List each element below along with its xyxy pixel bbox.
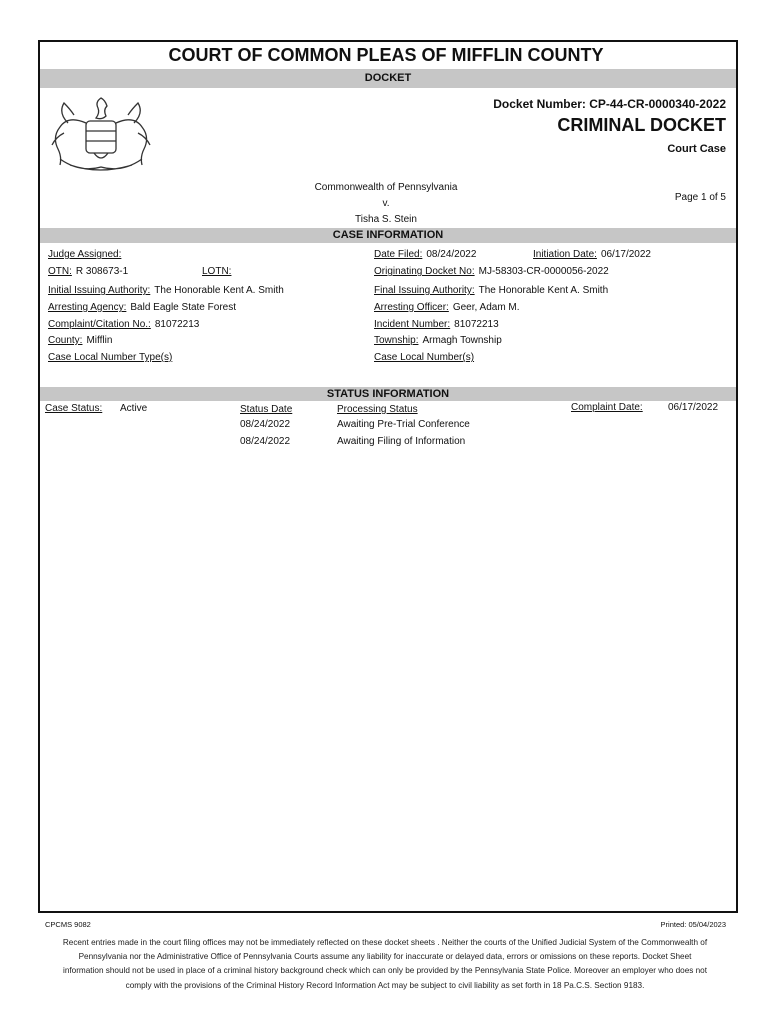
status-information-bar: STATUS INFORMATION xyxy=(40,387,736,401)
initial-authority xyxy=(48,285,284,296)
originating-docket xyxy=(374,266,609,277)
arresting-agency-label: Arresting Agency: xyxy=(48,302,127,313)
date-filed-label: Date Filed: xyxy=(374,249,423,260)
local-numbers xyxy=(374,352,474,363)
complaint-date-label: Complaint Date: xyxy=(571,402,643,413)
arresting-agency xyxy=(48,302,236,313)
county-label: County: xyxy=(48,335,83,346)
local-number-types xyxy=(48,352,172,363)
case-kind: Court Case xyxy=(667,143,726,155)
date-filed-value: 08/24/2022 xyxy=(426,249,477,260)
township xyxy=(374,335,502,346)
arresting-agency-value: Bald Eagle State Forest xyxy=(130,302,236,313)
versus: v. xyxy=(382,198,390,209)
complaint-number-label: Complaint/Citation No.: xyxy=(48,319,151,330)
incident-number-value: 81072213 xyxy=(454,319,499,330)
docket-type: CRIMINAL DOCKET xyxy=(557,115,726,135)
initiation-date xyxy=(533,249,651,260)
processing-status-header: Processing Status xyxy=(337,404,418,415)
lotn xyxy=(202,266,231,277)
status-row-date: 08/24/2022 xyxy=(240,436,291,447)
case-status-label: Case Status: xyxy=(45,403,103,414)
incident-number-label: Incident Number: xyxy=(374,319,451,330)
judge-assigned-label: Judge Assigned: xyxy=(48,249,122,260)
arresting-officer xyxy=(374,302,520,313)
originating-docket-value: MJ-58303-CR-0000056-2022 xyxy=(478,266,609,277)
complaint-number-value: 81072213 xyxy=(154,319,200,330)
otn-value: R 308673-1 xyxy=(75,266,129,277)
incident-number xyxy=(374,319,499,330)
final-authority-label: Final Issuing Authority: xyxy=(374,285,475,296)
final-authority-value: The Honorable Kent A. Smith xyxy=(478,285,609,296)
disclaimer: Recent entries made in the court filing offices may not be immediately reflected on these docket sheets . Neither the courts of the Unified Judicial System of the Commonwealth of Pennsylvania nor the Administrative Office of Pennsylvania Courts assume any liability for inaccurate or delayed data, errors or omissions on these reports. Docket Sheet information should not be used in place of a criminal history background check which can only be provided by the Pennsylvania State Police. Moreover an employer who does not comply with the provisions of the Criminal History Record Information Act may be subject to civil liability as set forth in 18 Pa.C.S. Section 9183. xyxy=(62,938,708,990)
county xyxy=(48,335,112,346)
initiation-date-value: 06/17/2022 xyxy=(600,249,651,260)
page-indicator: Page 1 of 5 xyxy=(674,192,726,203)
local-number-types-label: Case Local Number Type(s) xyxy=(48,352,173,363)
complaint-number xyxy=(48,319,199,330)
printed-date: Printed: 05/04/2023 xyxy=(660,920,726,929)
docket-number: Docket Number: CP-44-CR-0000340-2022 xyxy=(493,97,726,111)
complaint-date-value: 06/17/2022 xyxy=(668,402,719,413)
docket-bar: DOCKET xyxy=(40,69,736,88)
case-status-value: Active xyxy=(120,403,148,414)
otn-label: OTN: xyxy=(48,266,72,277)
plaintiff: Commonwealth of Pennsylvania xyxy=(314,182,458,193)
final-authority xyxy=(374,285,608,296)
form-id: CPCMS 9082 xyxy=(45,920,91,929)
arresting-officer-value: Geer, Adam M. xyxy=(452,302,520,313)
originating-docket-label: Originating Docket No: xyxy=(374,266,475,277)
date-filed xyxy=(374,249,476,260)
initial-authority-value: The Honorable Kent A. Smith xyxy=(154,285,284,296)
judge-assigned xyxy=(48,249,121,260)
initiation-date-label: Initiation Date: xyxy=(533,249,597,260)
local-numbers-label: Case Local Number(s) xyxy=(374,352,475,363)
township-label: Township: xyxy=(374,335,419,346)
case-information-bar: CASE INFORMATION xyxy=(40,228,736,243)
arresting-officer-label: Arresting Officer: xyxy=(374,302,449,313)
lotn-label: LOTN: xyxy=(202,266,232,277)
otn xyxy=(48,266,128,277)
status-date-header: Status Date xyxy=(240,404,293,415)
status-row-date: 08/24/2022 xyxy=(240,419,291,430)
status-row-status: Awaiting Filing of Information xyxy=(337,436,466,447)
status-row-status: Awaiting Pre-Trial Conference xyxy=(337,419,470,430)
county-value: Mifflin xyxy=(86,335,113,346)
initial-authority-label: Initial Issuing Authority: xyxy=(48,285,151,296)
township-value: Armagh Township xyxy=(422,335,502,346)
court-title: COURT OF COMMON PLEAS OF MIFFLIN COUNTY xyxy=(168,45,604,65)
pennsylvania-seal-icon xyxy=(46,93,156,177)
defendant: Tisha S. Stein xyxy=(355,214,417,225)
